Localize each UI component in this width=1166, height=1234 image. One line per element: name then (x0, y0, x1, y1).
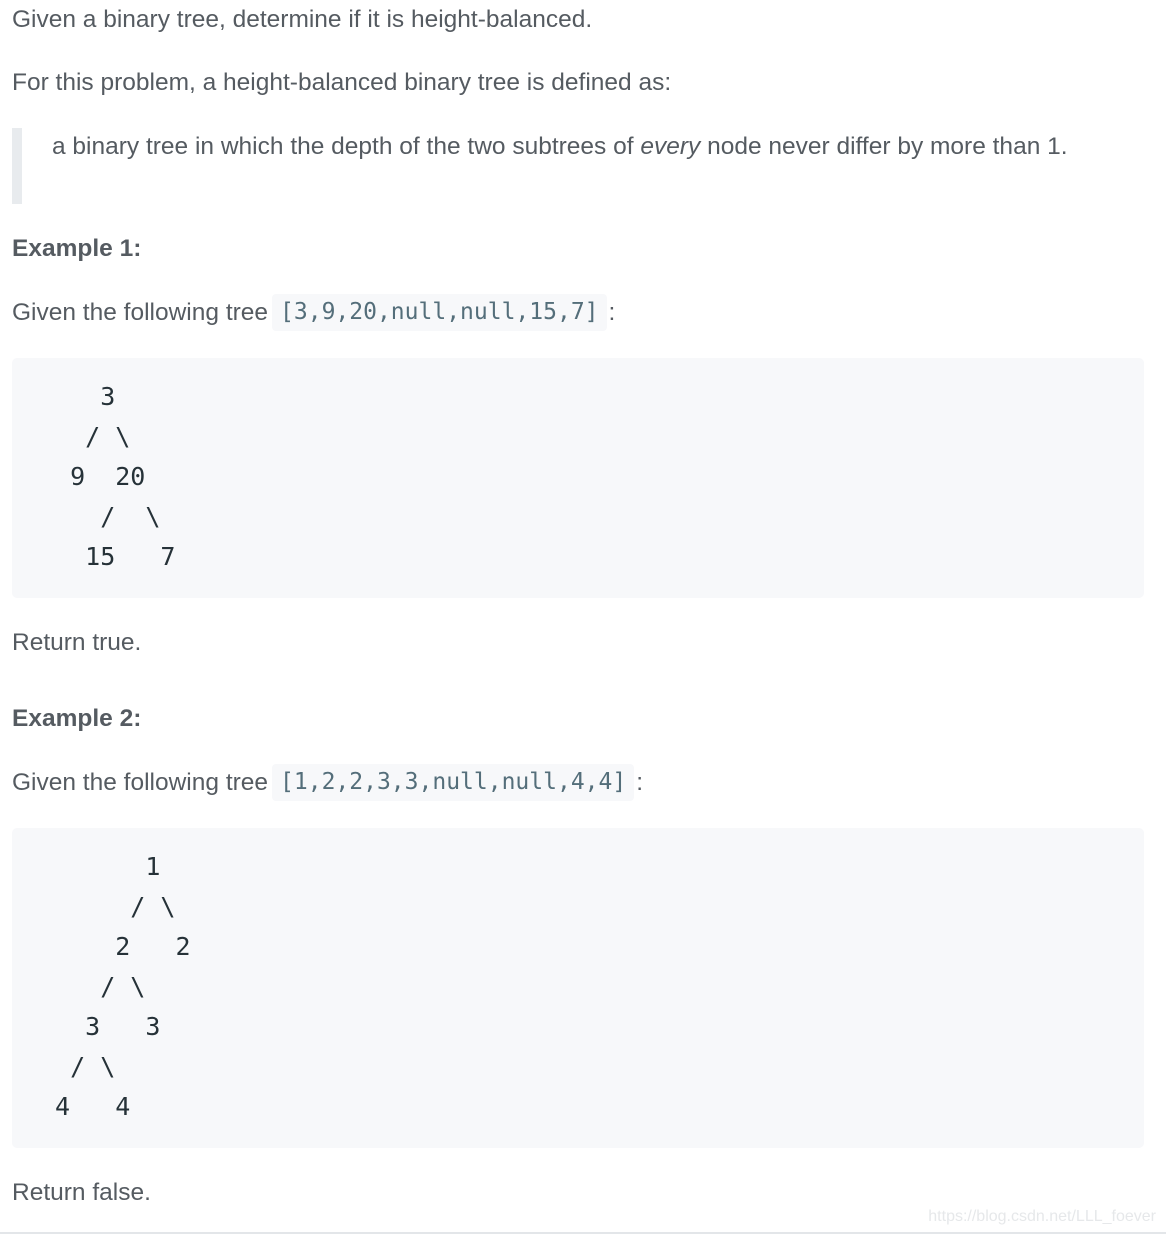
definition-quote-text (52, 128, 1142, 166)
definition-intro-text: For this problem, a height-balanced binary tree is defined as: (12, 69, 672, 96)
watermark: https://blog.csdn.net/LLL_foever (928, 1208, 1156, 1225)
example-1-given-suffix: : (608, 299, 616, 326)
quote-text-after: node never differ by more than 1. (700, 133, 1068, 160)
quote-text-before: a binary tree in which the depth of the two subtrees of (52, 133, 641, 160)
example-2-result: Return false. (12, 1179, 151, 1206)
example-2-given-suffix: : (636, 769, 644, 796)
definition-blockquote (12, 128, 1144, 204)
intro-text: Given a binary tree, determine if it is height-balanced. (12, 6, 593, 33)
quote-emphasis: every (640, 133, 701, 160)
example-2-heading: Example 2: (12, 705, 142, 732)
example-2-diagram-text: 1 / \ 2 2 / \ 3 3 / \ 4 4 (55, 852, 191, 1121)
example-2-given-line (12, 764, 643, 801)
example-1-diagram-text: 3 / \ 9 20 / \ 15 7 (70, 382, 176, 571)
example-1-tree-array: [3,9,20,null,null,15,7] (272, 294, 607, 331)
example-1-heading: Example 1: (12, 235, 142, 262)
example-2-tree-diagram (12, 828, 1144, 1148)
example-2-tree-array: [1,2,2,3,3,null,null,4,4] (272, 764, 634, 801)
example-1-result: Return true. (12, 629, 142, 656)
example-1-given-label: Given the following tree (12, 299, 269, 326)
example-1-tree-diagram (12, 358, 1144, 598)
example-1-given-line (12, 294, 615, 331)
example-2-given-label: Given the following tree (12, 769, 269, 796)
